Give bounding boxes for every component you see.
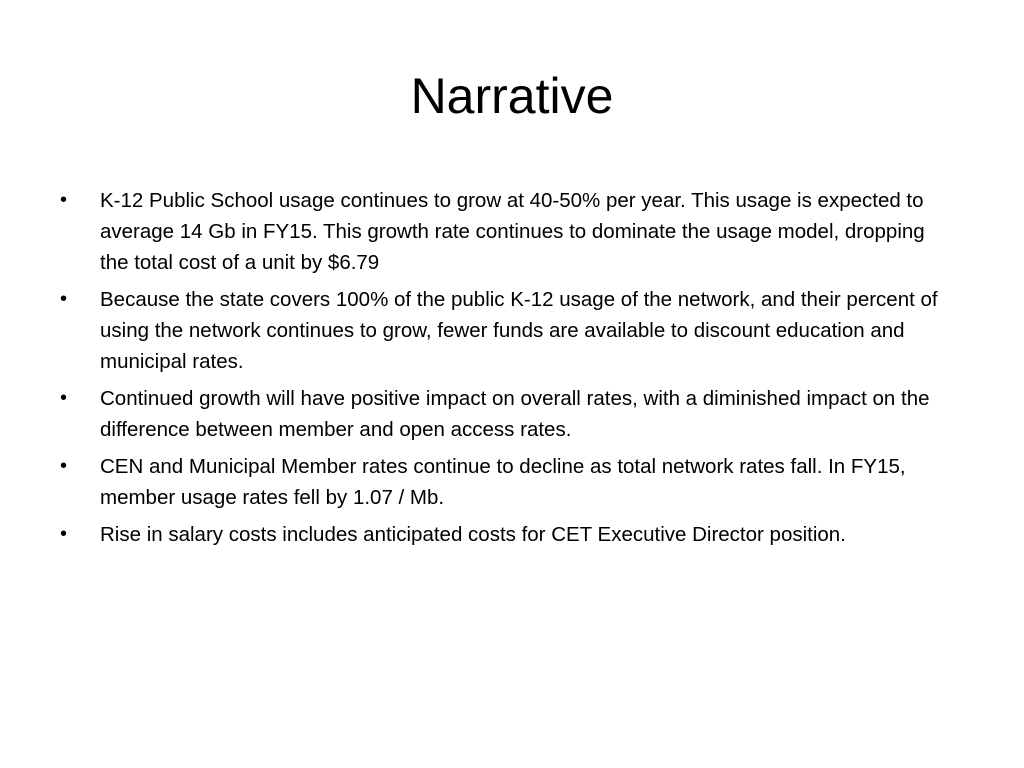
bullet-text: Rise in salary costs includes anticipated costs for CET Executive Director position. <box>100 523 846 546</box>
bullet-marker: • <box>60 387 68 409</box>
bullet-marker: • <box>60 189 68 211</box>
bullet-marker: • <box>60 455 68 477</box>
bullet-item <box>56 383 956 445</box>
bullet-marker: • <box>60 523 68 545</box>
bullet-item <box>56 451 956 513</box>
slide-title: Narrative <box>410 68 614 124</box>
bullet-marker: • <box>60 288 68 310</box>
bullet-item <box>56 284 956 377</box>
bullet-item <box>56 185 956 278</box>
bullet-text: CEN and Municipal Member rates continue to decline as total network rates fall. In FY15, member usage rates fell by 1.07 / Mb. <box>100 455 906 509</box>
bullet-text: K-12 Public School usage continues to grow at 40-50% per year. This usage is expected to average 14 Gb in FY15. This growth rate continues to dominate the usage model, dropping the total cost of a unit by $6.79 <box>100 189 925 274</box>
bullet-text: Because the state covers 100% of the public K-12 usage of the network, and their percent of using the network continues to grow, fewer funds are available to discount education and municipal rates. <box>100 288 938 373</box>
bullet-list <box>56 185 956 556</box>
bullet-item <box>56 519 956 550</box>
bullet-text: Continued growth will have positive impact on overall rates, with a diminished impact on the difference between member and open access rates. <box>100 387 930 441</box>
